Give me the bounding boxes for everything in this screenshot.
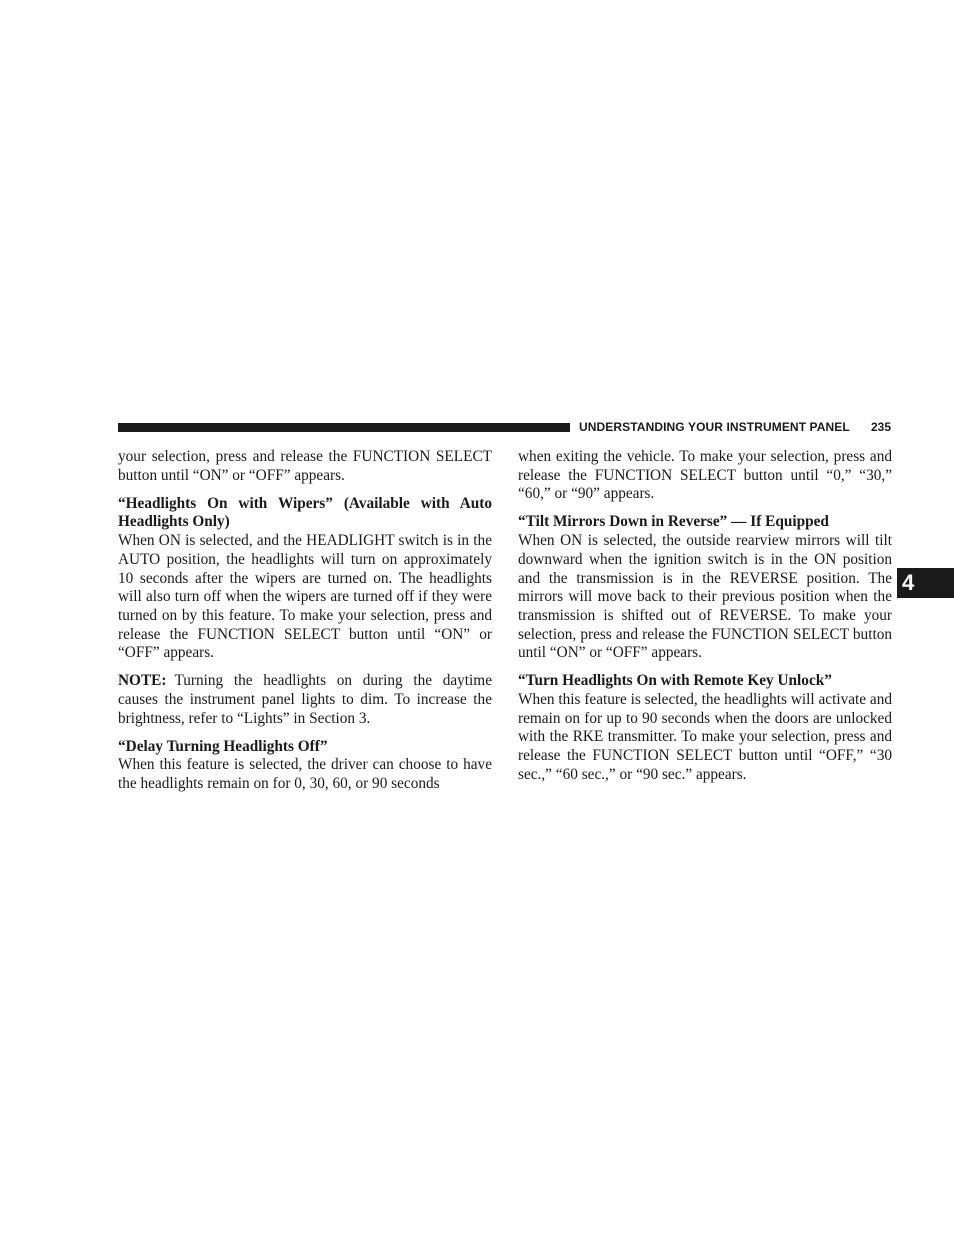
section-heading-delay-headlights: “Delay Turning Headlights Off”	[118, 737, 328, 755]
paragraph: when exiting the vehicle. To make your selection, press and release the FUNCTION SELECT button until “0,” “30,” “60,” or “90” appears.	[518, 448, 892, 503]
section-heading-headlights-wipers: “Headlights On with Wipers” (Available with Auto Headlights Only)	[118, 494, 492, 531]
page-number: 235	[871, 420, 892, 434]
paragraph: When ON is selected, and the HEADLIGHT switch is in the AUTO position, the headlights will turn on approximately 10 seconds after the wipers are turned on. The headlights will also turn off when the wipers are turned off if they were turned on by this feature. To make your selection, press and release the FUNCTION SELECT button until “ON” or “OFF” appears.	[118, 532, 492, 662]
right-column	[518, 448, 892, 785]
chapter-tab: 4	[897, 568, 954, 598]
section-heading-tilt-mirrors: “Tilt Mirrors Down in Reverse” — If Equipped	[518, 513, 829, 531]
paragraph: When this feature is selected, the headlights will activate and remain on for up to 90 seconds when the doors are unlocked with the RKE transmitter. To make your selection, press and release the FUNCTION SELECT button until “OFF,” “30 sec.,” “60 sec.,” or “90 sec.” appears.	[518, 691, 892, 783]
note-text: Turning the headlights on during the daytime causes the instrument panel lights to dim. To increase the brightness, refer to “Lights” in Section 3.	[118, 672, 492, 727]
note-paragraph	[118, 672, 492, 728]
paragraph: When this feature is selected, the driver can choose to have the headlights remain on for 0, 30, 60, or 90 seconds	[118, 756, 492, 793]
paragraph: When ON is selected, the outside rearview mirrors will tilt downward when the ignition switch is in the ON position and the transmission is in the REVERSE position. The mirrors will move back to their previous position when the transmission is shifted out of REVERSE. To make your selection, press and release the FUNCTION SELECT button until “ON” or “OFF” appears.	[518, 532, 892, 662]
note-label: NOTE:	[118, 672, 167, 690]
left-column	[118, 448, 492, 794]
section-heading-remote-unlock: “Turn Headlights On with Remote Key Unlock”	[518, 672, 832, 690]
header-rule	[118, 423, 570, 432]
paragraph: your selection, press and release the FUNCTION SELECT button until “ON” or “OFF” appears.	[118, 448, 492, 484]
running-header: UNDERSTANDING YOUR INSTRUMENT PANEL	[579, 420, 850, 434]
